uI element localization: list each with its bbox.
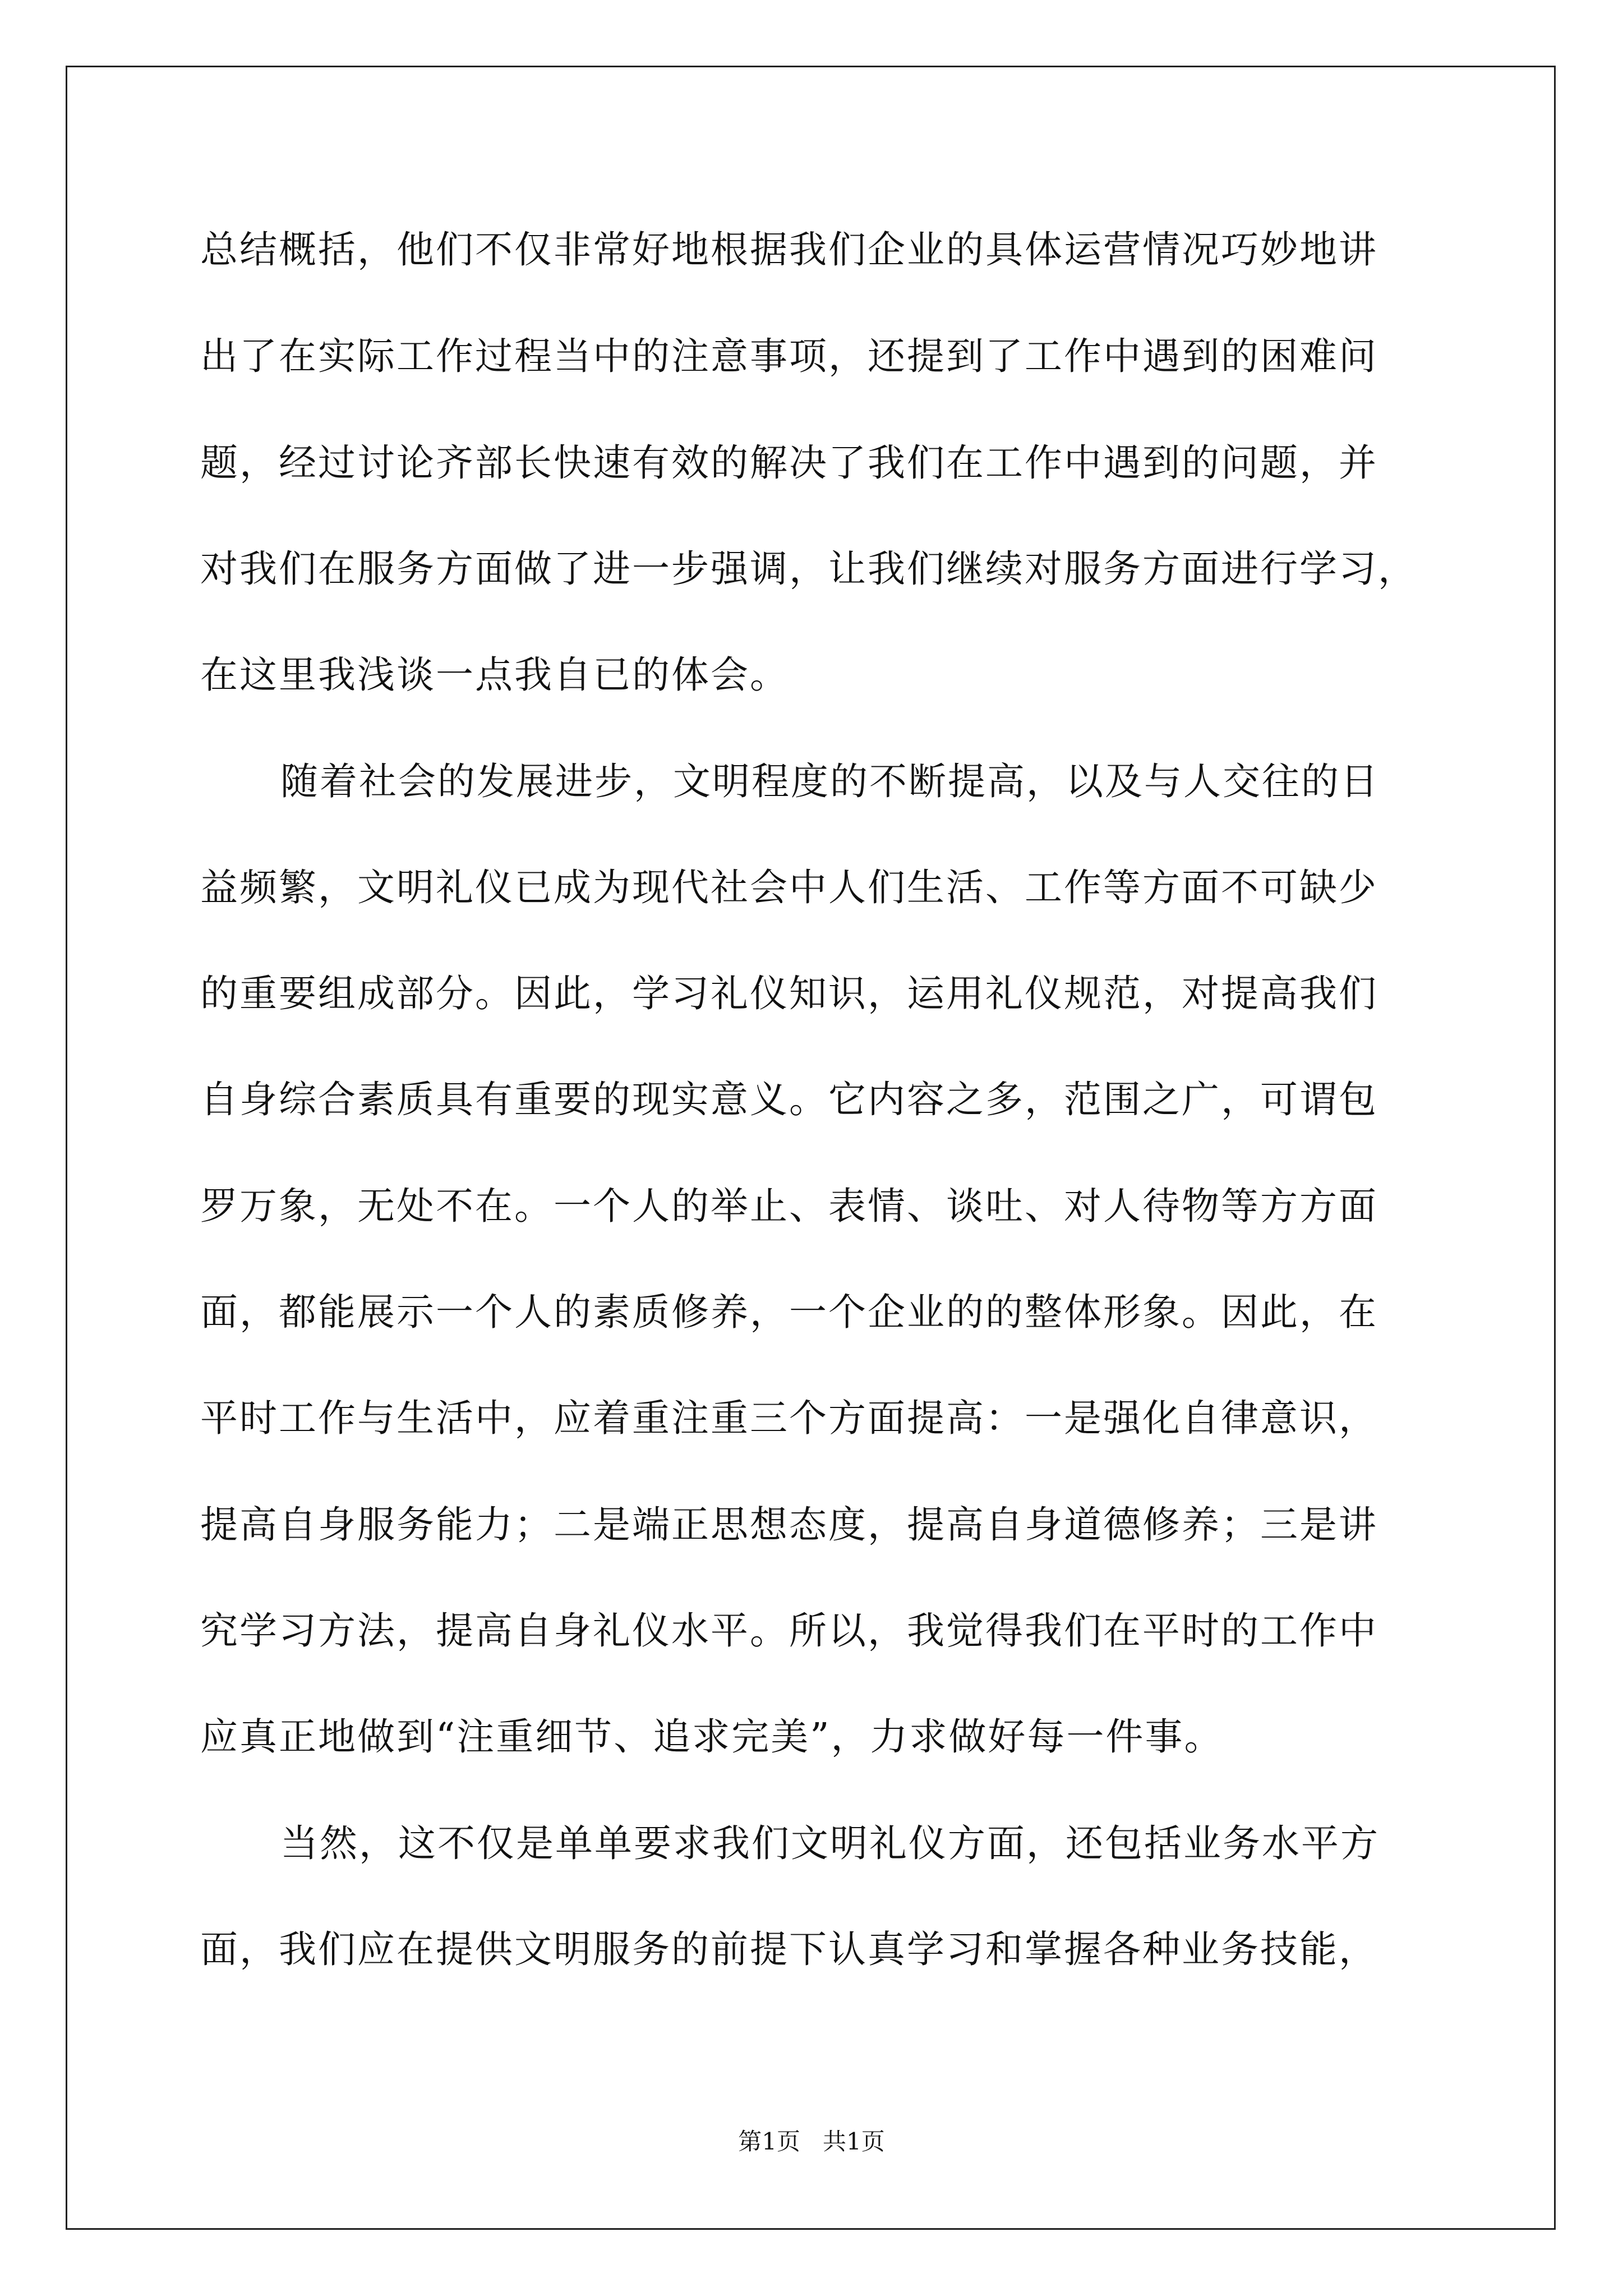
text-line: 提高自身服务能力；二是端正思想态度，提高自身道德修养；三是讲: [200, 1503, 1378, 1547]
text-line: 题，经过讨论齐部长快速有效的解决了我们在工作中遇到的问题，并: [200, 441, 1378, 485]
text-line: 面，我们应在提供文明服务的前提下认真学习和掌握各种业务技能，: [200, 1927, 1378, 1971]
text-line: 的重要组成部分。因此，学习礼仪知识，运用礼仪规范，对提高我们: [200, 972, 1378, 1015]
text-line: 在这里我浅谈一点我自已的体会。: [200, 653, 789, 697]
text-line: 平时工作与生活中，应着重注重三个方面提高：一是强化自律意识，: [200, 1396, 1378, 1440]
text-line: 总结概括，他们不仅非常好地根据我们企业的具体运营情况巧妙地讲: [200, 228, 1378, 272]
text-line: 面，都能展示一个人的素质修养，一个企业的的整体形象。因此，在: [200, 1290, 1378, 1334]
text-line: 究学习方法，提高自身礼仪水平。所以，我觉得我们在平时的工作中: [200, 1609, 1378, 1653]
text-line: 应真正地做到“注重细节、追求完美”，力求做好每一件事。: [200, 1715, 1224, 1759]
text-line: 随着社会的发展进步，文明程度的不断提高，以及与人交往的日: [280, 760, 1380, 803]
page-footer: 第1页 共1页: [738, 2128, 885, 2155]
text-line: 益频繁，文明礼仪已成为现代社会中人们生活、工作等方面不可缺少: [200, 866, 1378, 909]
text-line: 出了在实际工作过程当中的注意事项，还提到了工作中遇到的困难问: [200, 334, 1378, 378]
text-line: 对我们在服务方面做了进一步强调，让我们继续对服务方面进行学习，: [200, 547, 1417, 591]
text-line: 当然，这不仅是单单要求我们文明礼仪方面，还包括业务水平方: [280, 1821, 1380, 1865]
text-line: 罗万象，无处不在。一个人的举止、表情、谈吐、对人待物等方方面: [200, 1184, 1378, 1228]
text-line: 自身综合素质具有重要的现实意义。它内容之多，范围之广，可谓包: [200, 1078, 1378, 1121]
